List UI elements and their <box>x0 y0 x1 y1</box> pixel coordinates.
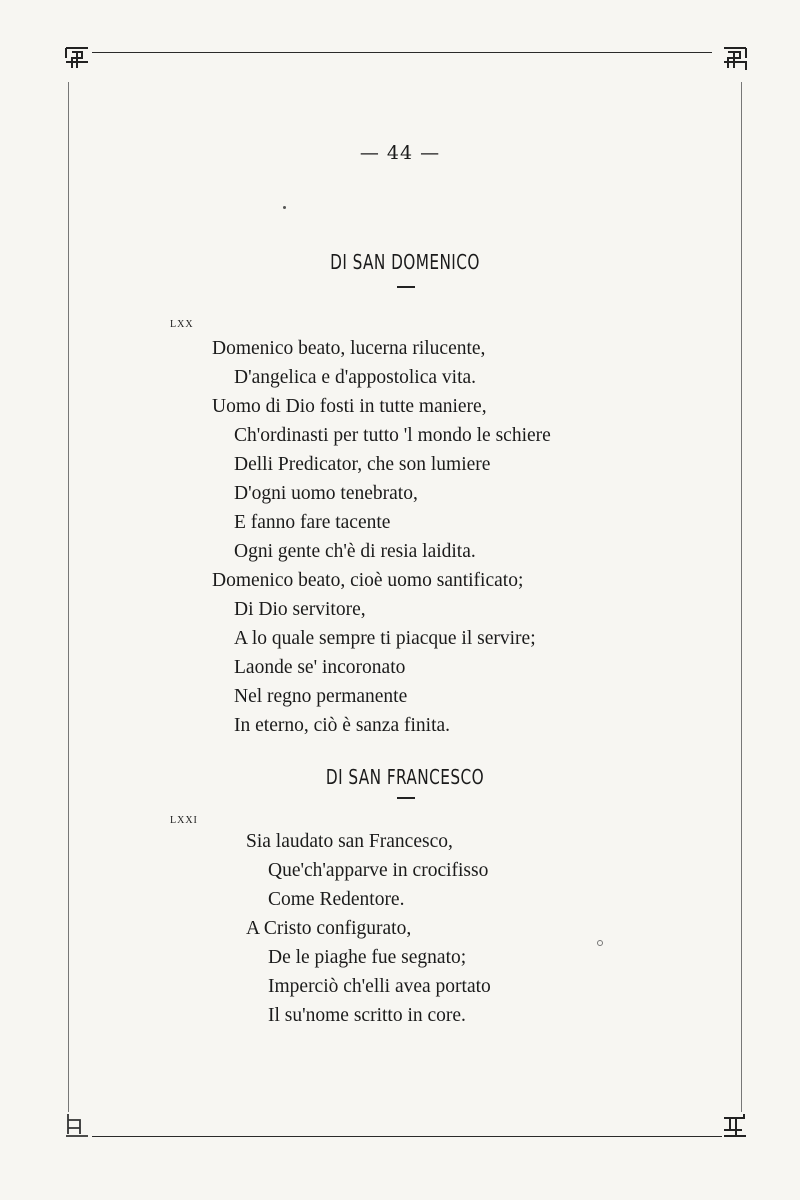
corner-ornament-top-left-icon <box>64 46 90 72</box>
poem-san-domenico <box>212 334 551 740</box>
page-number: — 44 — <box>359 142 441 164</box>
section-numeral-lxxi: LXXI <box>170 815 198 826</box>
poem-line: Delli Predicator, che son lumiere <box>234 454 491 475</box>
poem-line: Sia laudato san Francesco, <box>246 831 453 852</box>
frame-right-line <box>741 82 742 1112</box>
corner-ornament-bottom-left-icon <box>64 1112 90 1138</box>
poem-line: Laonde se' incoronato <box>234 657 406 678</box>
corner-ornament-bottom-right-icon <box>722 1112 748 1138</box>
poem-line: Il su'nome scritto in core. <box>268 1005 466 1026</box>
poem-line: Come Redentore. <box>268 889 405 910</box>
title-divider <box>397 797 415 799</box>
poem-line: Nel regno permanente <box>234 686 408 707</box>
poem-san-francesco <box>246 827 491 1030</box>
title-divider <box>397 286 415 288</box>
poem-line: Di Dio servitore, <box>234 599 366 620</box>
frame-left-line <box>68 82 69 1112</box>
poem-line: E fanno fare tacente <box>234 512 391 533</box>
poem-line: Imperciò ch'elli avea portato <box>268 976 491 997</box>
corner-ornament-top-right-icon <box>722 46 748 72</box>
poem-line: In eterno, ciò è sanza finita. <box>234 715 451 736</box>
poem-line: Uomo di Dio fosti in tutte maniere, <box>212 396 487 417</box>
poem-line: A lo quale sempre ti piacque il servire; <box>234 628 536 649</box>
poem-line: Domenico beato, cioè uomo santificato; <box>212 570 524 591</box>
poem-line: Ch'ordinasti per tutto 'l mondo le schiere <box>234 425 551 446</box>
section-numeral-lxx: LXX <box>170 319 194 330</box>
poem-line: Domenico beato, lucerna rilucente, <box>212 338 486 359</box>
poem-line: A Cristo configurato, <box>246 918 412 939</box>
frame-bottom-line <box>92 1136 722 1137</box>
poem-line: D'angelica e d'appostolica vita. <box>234 367 477 388</box>
poem-line: Ogni gente ch'è di resia laidita. <box>234 541 476 562</box>
poem-line: D'ogni uomo tenebrato, <box>234 483 418 504</box>
section-title-san-domenico: DI SAN DOMENICO <box>330 250 480 274</box>
poem-line: De le piaghe fue segnato; <box>268 947 467 968</box>
poem-line: Que'ch'apparve in crocifisso <box>268 860 489 881</box>
frame-top-line <box>92 52 712 53</box>
section-title-san-francesco: DI SAN FRANCESCO <box>325 765 485 789</box>
